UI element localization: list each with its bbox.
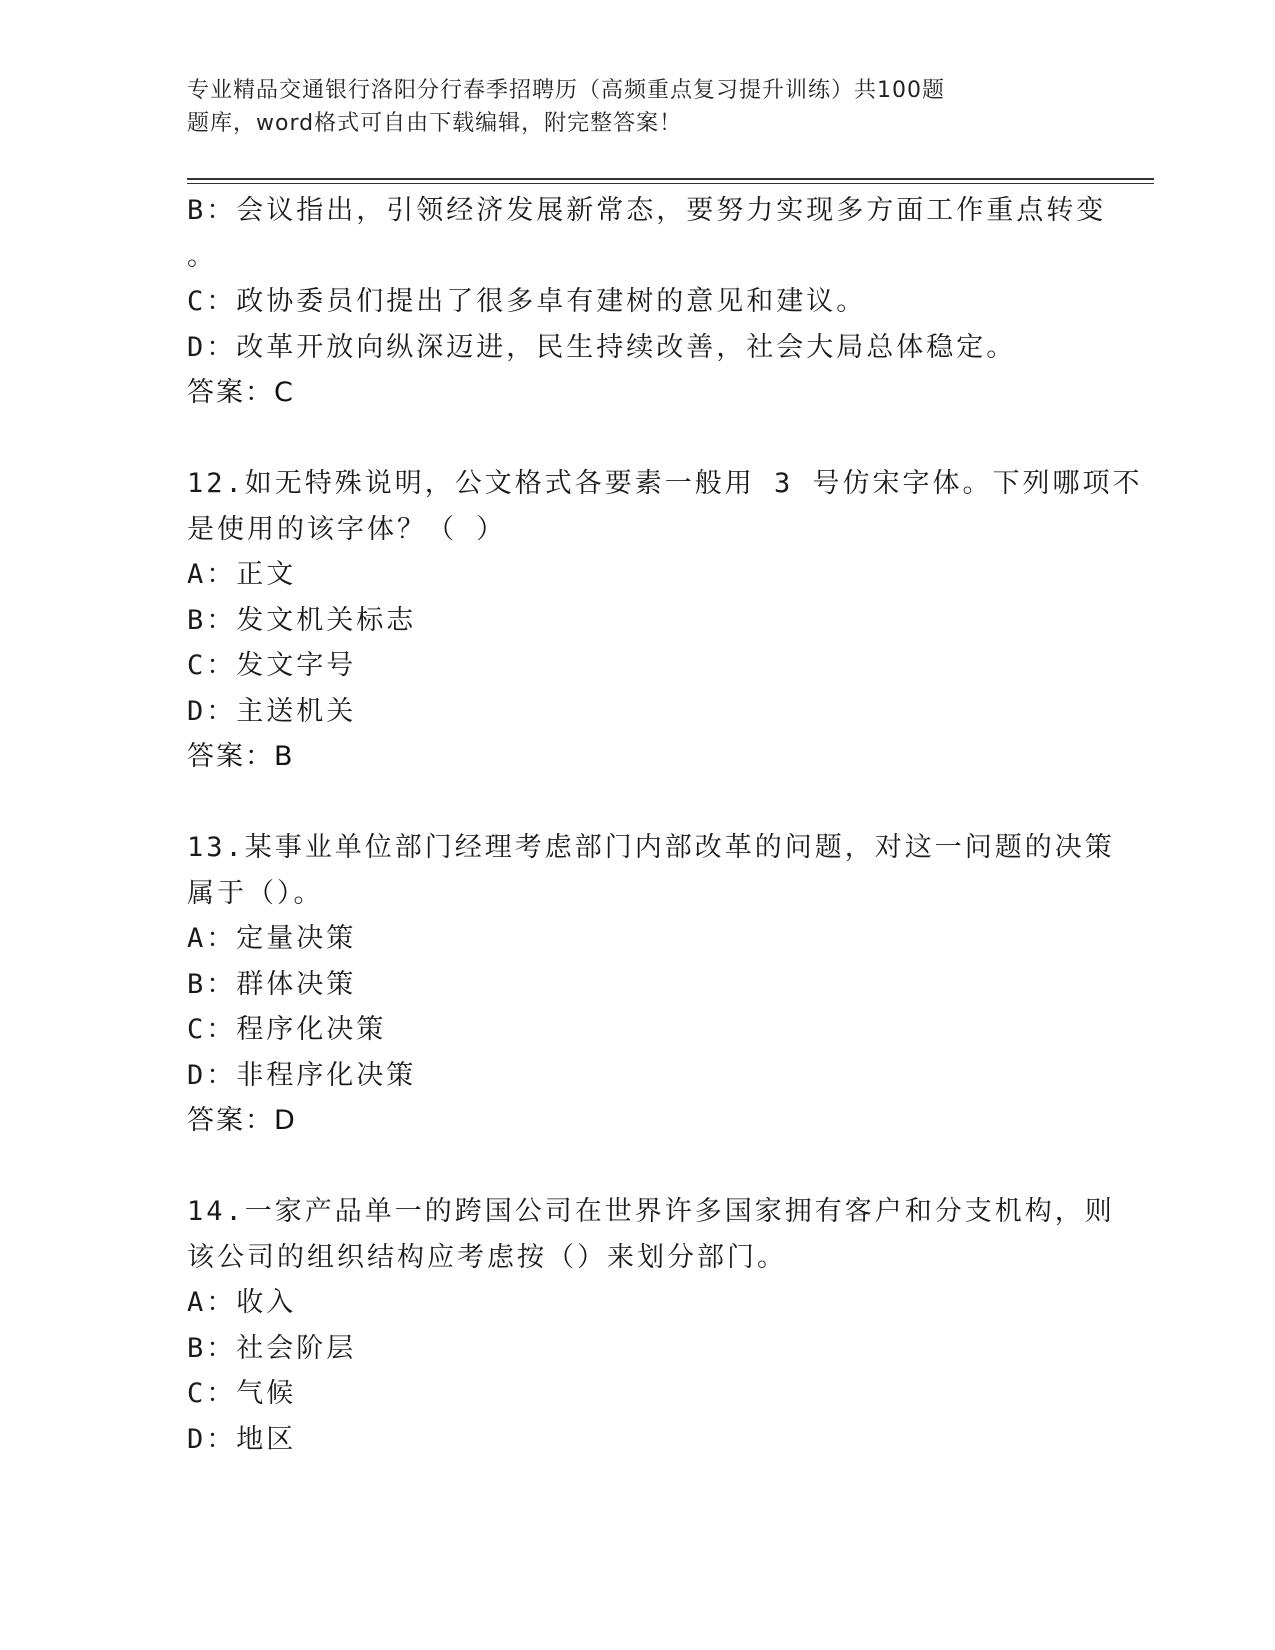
option-b: B：会议指出，引领经济发展新常态，要努力实现多方面工作重点转变 bbox=[187, 195, 1107, 226]
question-stem: 13.某事业单位部门经理考虑部门内部改革的问题，对这一问题的决策 bbox=[187, 832, 1115, 863]
question-stem-continued: 该公司的组织结构应考虑按（）来划分部门。 bbox=[187, 1241, 787, 1273]
option-b: B：发文机关标志 bbox=[187, 604, 417, 636]
option-c: C：气候 bbox=[187, 1378, 297, 1409]
question-14 bbox=[187, 1189, 1115, 1462]
answer: 答案：C bbox=[187, 377, 295, 408]
option-d: D：非程序化决策 bbox=[187, 1059, 417, 1091]
spacer bbox=[187, 1144, 1087, 1190]
question-stem: 12.如无特殊说明，公文格式各要素一般用 3 号仿宋字体。下列哪项不 bbox=[187, 468, 1143, 499]
question-stem: 14.一家产品单一的跨国公司在世界许多国家拥有客户和分支机构，则 bbox=[187, 1196, 1115, 1227]
option-c: C：发文字号 bbox=[187, 650, 357, 681]
question-stem-continued: 是使用的该字体？（ ） bbox=[187, 513, 507, 545]
option-b: B：社会阶层 bbox=[187, 1332, 357, 1364]
header-divider-thick bbox=[187, 178, 1154, 180]
spacer bbox=[187, 416, 1087, 462]
option-d: D：地区 bbox=[187, 1423, 297, 1455]
question-11 bbox=[187, 188, 1107, 416]
answer: 答案：D bbox=[187, 1105, 297, 1136]
option-a: A：正文 bbox=[187, 559, 297, 590]
option-a: A：定量决策 bbox=[187, 923, 357, 954]
option-d: D：改革开放向纵深迈进，民生持续改善，社会大局总体稳定。 bbox=[187, 331, 1017, 363]
option-b: B：群体决策 bbox=[187, 968, 357, 1000]
header-divider-thin bbox=[187, 183, 1154, 184]
question-12 bbox=[187, 461, 1143, 780]
option-d: D：主送机关 bbox=[187, 695, 357, 727]
option-b-continued: 。 bbox=[187, 240, 217, 272]
header-title-line-2: 题库，word格式可自由下载编辑，附完整答案！ bbox=[187, 111, 683, 136]
question-13 bbox=[187, 825, 1115, 1144]
header-title-line-1: 专业精品交通银行洛阳分行春季招聘历（高频重点复习提升训练）共100题 bbox=[187, 78, 945, 103]
question-list bbox=[187, 188, 1143, 1462]
question-stem-continued: 属于（）。 bbox=[187, 877, 324, 909]
option-a: A：收入 bbox=[187, 1287, 297, 1318]
option-c: C：程序化决策 bbox=[187, 1014, 387, 1045]
option-c: C：政协委员们提出了很多卓有建树的意见和建议。 bbox=[187, 286, 867, 317]
spacer bbox=[187, 780, 1087, 826]
document-header bbox=[187, 74, 1027, 140]
answer: 答案：B bbox=[187, 741, 295, 772]
